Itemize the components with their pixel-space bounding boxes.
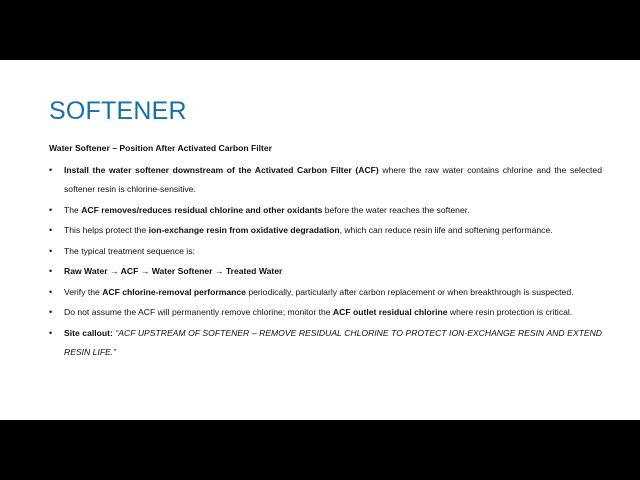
slide-title: SOFTENER xyxy=(49,97,187,125)
letterbox-top xyxy=(0,0,640,60)
bullet-text: Verify the xyxy=(64,286,103,297)
bullet-bold-text: Raw Water → ACF → Water Softener → Treated Water xyxy=(64,266,283,276)
slide xyxy=(0,60,640,420)
letterbox-bottom xyxy=(0,420,640,480)
bullet-text: periodically, particularly after carbon replacement or when breakthrough is suspected. xyxy=(245,286,574,297)
bullet-list xyxy=(49,161,602,363)
bullet-text: This helps protect the xyxy=(64,225,149,235)
bullet-text: where the raw water contains chlorine and the selected softener resin is chlorine-sensitive. xyxy=(64,165,602,194)
bullet-text: Do not assume the ACF will permanently remove chlorine; monitor the xyxy=(64,307,333,317)
bullet-bold-text: ACF outlet residual chlorine xyxy=(332,307,448,317)
bullet-text: , which can reduce resin life and softening performance. xyxy=(339,225,553,235)
bullet-text: where resin protection is critical. xyxy=(447,307,573,317)
bullet-bold-text: ion-exchange resin from oxidative degradation xyxy=(148,225,340,235)
bullet-item-acf-removes xyxy=(49,201,602,220)
bullet-bold-text: Install the water softener downstream of the Activated Carbon Filter (ACF) xyxy=(64,165,379,175)
bullet-item-install xyxy=(49,161,602,199)
bullet-bold-text: ACF removes/reduces residual chlorine and other oxidants xyxy=(81,204,323,215)
bullet-item-site-callout xyxy=(49,324,602,362)
callout-italic-text: “ACF UPSTREAM OF SOFTENER – REMOVE RESIDUAL CHLORINE TO PROTECT ION-EXCHANGE RESIN AND EXTEND RESIN LIFE.” xyxy=(64,327,602,357)
bullet-item-monitor xyxy=(49,303,602,322)
bullet-bold-text: ACF chlorine-removal performance xyxy=(102,286,246,297)
slide-subtitle: Water Softener – Position After Activated Carbon Filter xyxy=(49,143,272,153)
bullet-text: The xyxy=(64,204,82,215)
bullet-item-protect-resin xyxy=(49,221,602,240)
bullet-text: The typical treatment sequence is: xyxy=(64,245,195,256)
bullet-item-sequence-intro xyxy=(49,242,602,261)
bullet-text: before the water reaches the softener. xyxy=(322,204,470,215)
bullet-bold-text: Site callout: xyxy=(64,327,113,338)
bullet-item-sequence xyxy=(49,262,602,281)
bullet-item-verify xyxy=(49,283,602,302)
